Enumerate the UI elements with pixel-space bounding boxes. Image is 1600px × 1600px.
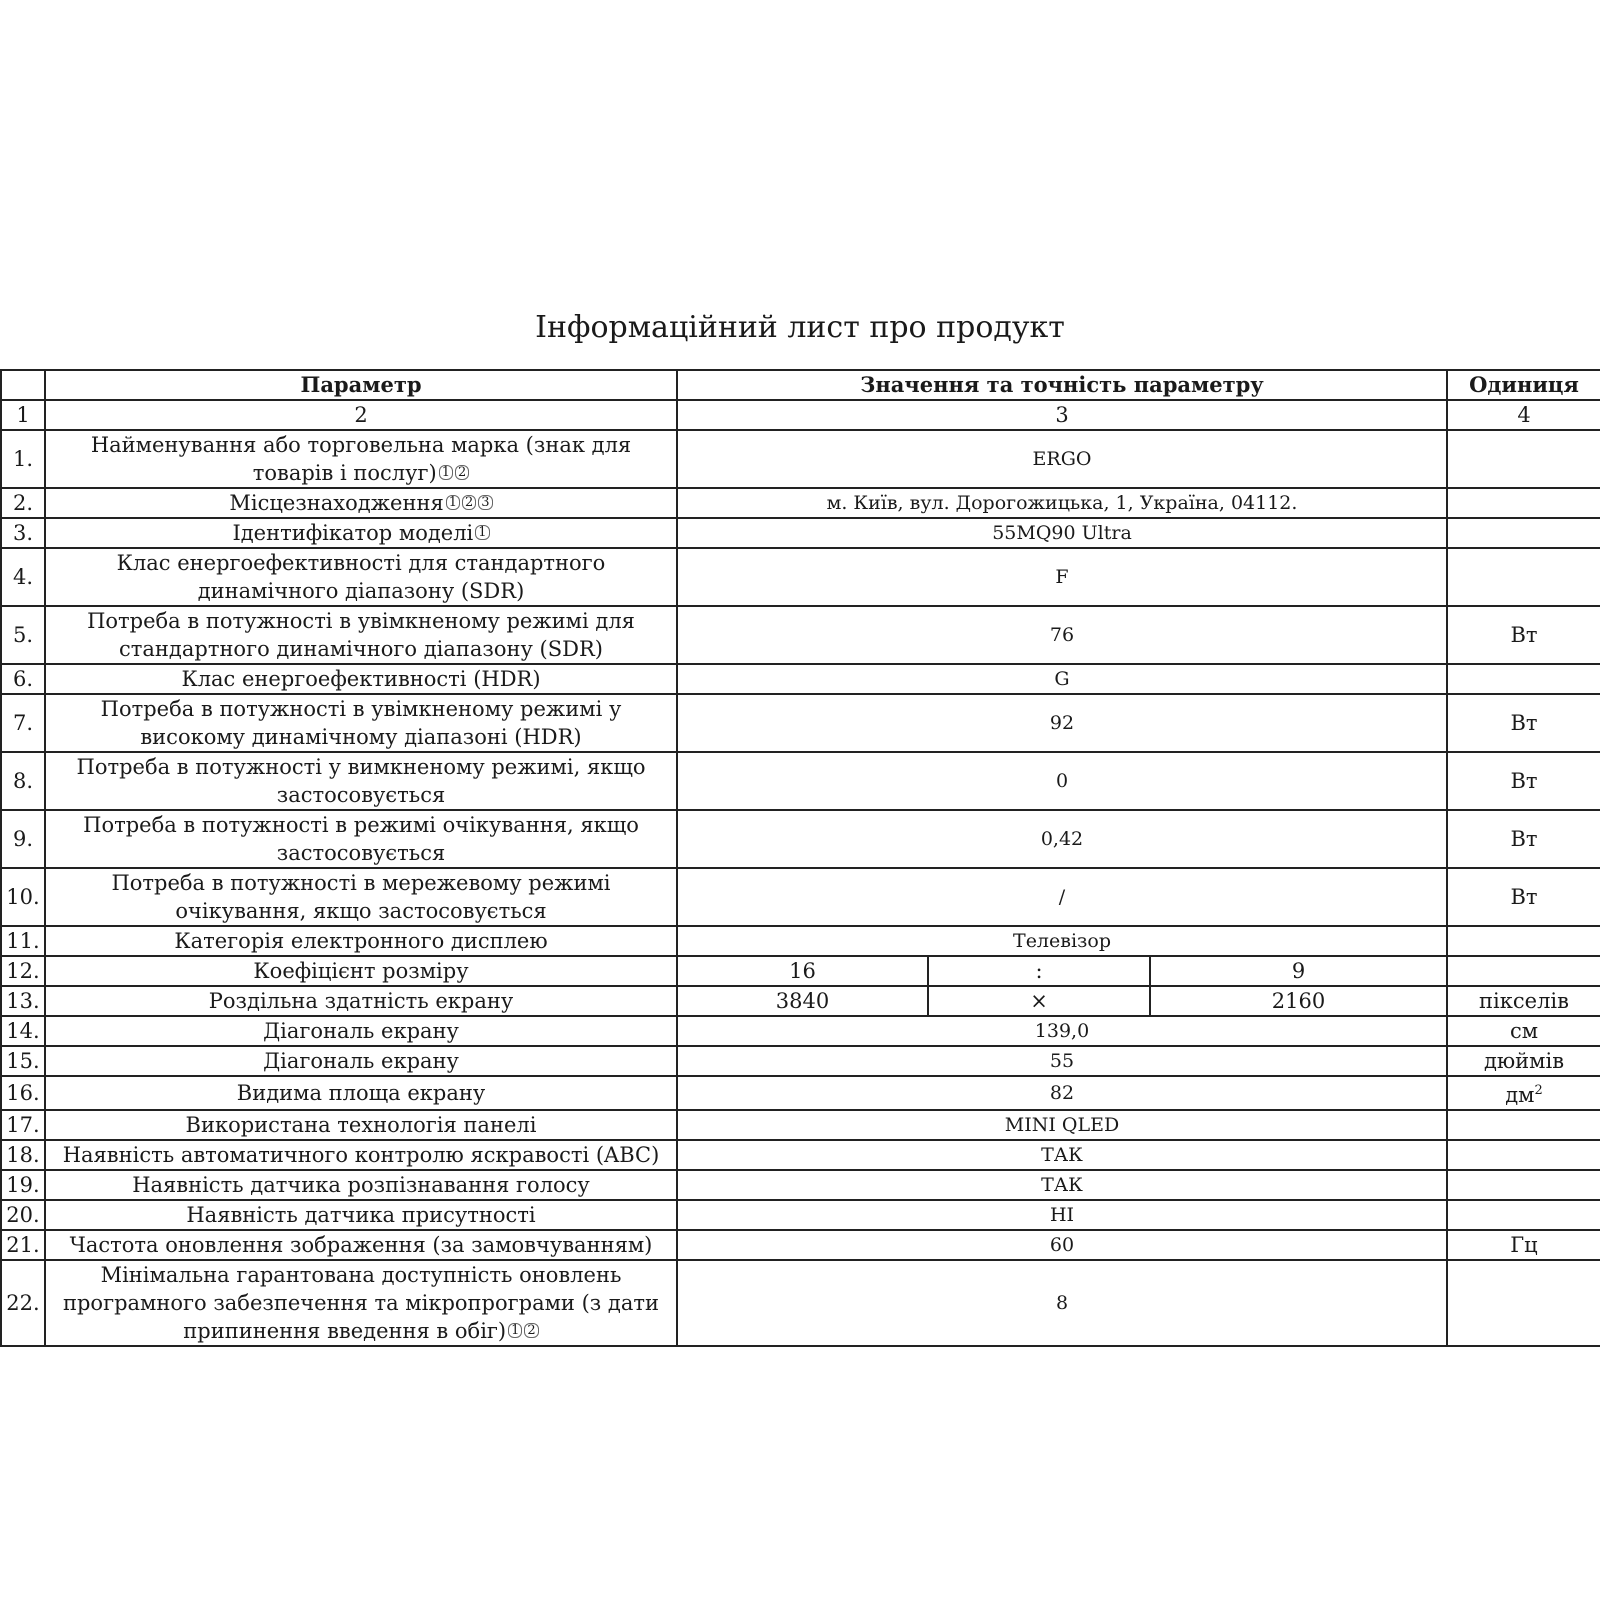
parameter-cell xyxy=(45,694,677,752)
table-header-row xyxy=(1,370,1600,400)
unit-text: дюймів xyxy=(1483,1049,1565,1073)
value-part: 16 xyxy=(677,956,928,986)
unit-cell xyxy=(1447,664,1600,694)
parameter-text: Потреба в потужності у вимкненому режимі, якщо застосовується xyxy=(76,755,646,807)
row-number: 17. xyxy=(1,1110,45,1140)
table-row xyxy=(1,1170,1600,1200)
unit-cell xyxy=(1447,518,1600,548)
parameter-text: Наявність автоматичного контролю яскравості (ABC) xyxy=(62,1143,660,1167)
column-number: 4 xyxy=(1447,400,1600,430)
parameter-cell xyxy=(45,1076,677,1110)
row-number: 15. xyxy=(1,1046,45,1076)
document-title: Інформаційний лист про продукт xyxy=(535,310,1065,345)
footnote-marker: 1 xyxy=(508,1323,522,1338)
value-cell: 8 xyxy=(677,1260,1447,1346)
table-row xyxy=(1,548,1600,606)
parameter-text: Коефіцієнт розміру xyxy=(253,959,469,983)
column-number-row xyxy=(1,400,1600,430)
product-info-table xyxy=(0,369,1600,1347)
parameter-cell xyxy=(45,1110,677,1140)
parameter-cell xyxy=(45,1200,677,1230)
parameter-text: Категорія електронного дисплею xyxy=(174,929,548,953)
parameter-cell xyxy=(45,548,677,606)
value-cell: 0,42 xyxy=(677,810,1447,868)
value-part: 3840 xyxy=(677,986,928,1016)
header-unit: Одиниця xyxy=(1447,370,1600,400)
unit-cell xyxy=(1447,1140,1600,1170)
parameter-cell xyxy=(45,606,677,664)
parameter-text: Ідентифікатор моделі xyxy=(232,521,474,545)
unit-text: Вт xyxy=(1510,827,1538,851)
unit-text: пікселів xyxy=(1479,989,1569,1013)
unit-cell xyxy=(1447,986,1600,1016)
parameter-cell xyxy=(45,1046,677,1076)
column-number: 1 xyxy=(1,400,45,430)
parameter-cell xyxy=(45,518,677,548)
value-cell: Телевізор xyxy=(677,926,1447,956)
parameter-text: Видима площа екрану xyxy=(236,1081,486,1105)
header-number xyxy=(1,370,45,400)
parameter-cell xyxy=(45,1260,677,1346)
value-part: 2160 xyxy=(1150,986,1447,1016)
unit-cell xyxy=(1447,606,1600,664)
footnote-marker: 1 xyxy=(446,495,460,510)
table-row xyxy=(1,1046,1600,1076)
unit-cell xyxy=(1447,1260,1600,1346)
value-cell: ТАК xyxy=(677,1140,1447,1170)
parameter-text: Використана технологія панелі xyxy=(185,1113,537,1137)
unit-cell xyxy=(1447,1200,1600,1230)
parameter-text: Роздільна здатність екрану xyxy=(208,989,514,1013)
table-row xyxy=(1,1110,1600,1140)
row-number: 21. xyxy=(1,1230,45,1260)
row-number: 19. xyxy=(1,1170,45,1200)
parameter-text: Наявність датчика присутності xyxy=(186,1203,536,1227)
parameter-text: Діагональ екрану xyxy=(263,1019,459,1043)
value-cell: 76 xyxy=(677,606,1447,664)
value-cell: / xyxy=(677,868,1447,926)
table-row xyxy=(1,956,1600,986)
value-cell: 139,0 xyxy=(677,1016,1447,1046)
row-number: 2. xyxy=(1,488,45,518)
value-cell: НІ xyxy=(677,1200,1447,1230)
unit-text: дм xyxy=(1505,1083,1535,1107)
unit-text: Вт xyxy=(1510,623,1538,647)
parameter-text: Діагональ екрану xyxy=(263,1049,459,1073)
row-number: 4. xyxy=(1,548,45,606)
value-cell: 60 xyxy=(677,1230,1447,1260)
unit-cell xyxy=(1447,810,1600,868)
parameter-text: Клас енергоефективності для стандартного динамічного діапазону (SDR) xyxy=(116,551,606,603)
parameter-cell xyxy=(45,810,677,868)
parameter-cell xyxy=(45,956,677,986)
table-row xyxy=(1,1230,1600,1260)
footnote-marker: 2 xyxy=(455,465,469,480)
table-row xyxy=(1,986,1600,1016)
parameter-cell xyxy=(45,664,677,694)
unit-superscript: 2 xyxy=(1534,1083,1543,1098)
parameter-text: Клас енергоефективності (HDR) xyxy=(181,667,541,691)
unit-cell xyxy=(1447,694,1600,752)
row-number: 6. xyxy=(1,664,45,694)
table-row xyxy=(1,1016,1600,1046)
value-cell: 0 xyxy=(677,752,1447,810)
row-number: 16. xyxy=(1,1076,45,1110)
unit-text: см xyxy=(1509,1019,1539,1043)
unit-cell xyxy=(1447,1170,1600,1200)
row-number: 10. xyxy=(1,868,45,926)
row-number: 14. xyxy=(1,1016,45,1046)
parameter-cell xyxy=(45,1016,677,1046)
unit-text: Вт xyxy=(1510,711,1538,735)
value-separator: : xyxy=(928,956,1150,986)
table-row xyxy=(1,488,1600,518)
parameter-text: Місцезнаходження xyxy=(229,491,444,515)
unit-cell xyxy=(1447,1016,1600,1046)
parameter-cell xyxy=(45,430,677,488)
parameter-text: Мінімальна гарантована доступність оновлень програмного забезпечення та мікропрограми (з дати припинення введення в обіг) xyxy=(62,1263,659,1343)
parameter-text: Потреба в потужності в увімкненому режимі для стандартного динамічного діапазону (SDR) xyxy=(87,609,635,661)
table-row xyxy=(1,430,1600,488)
row-number: 12. xyxy=(1,956,45,986)
unit-cell xyxy=(1447,1230,1600,1260)
table-row xyxy=(1,664,1600,694)
value-cell: MINI QLED xyxy=(677,1110,1447,1140)
footnote-marker: 1 xyxy=(439,465,453,480)
table-row xyxy=(1,606,1600,664)
unit-cell xyxy=(1447,430,1600,488)
table-row xyxy=(1,1140,1600,1170)
parameter-text: Найменування або торговельна марка (знак для товарів і послуг) xyxy=(90,433,632,485)
parameter-cell xyxy=(45,752,677,810)
unit-text: Вт xyxy=(1510,885,1538,909)
value-cell: ТАК xyxy=(677,1170,1447,1200)
row-number: 7. xyxy=(1,694,45,752)
table-row xyxy=(1,518,1600,548)
value-part: 9 xyxy=(1150,956,1447,986)
value-cell: 82 xyxy=(677,1076,1447,1110)
column-number: 2 xyxy=(45,400,677,430)
table-row xyxy=(1,694,1600,752)
unit-text: Гц xyxy=(1510,1233,1538,1257)
parameter-text: Наявність датчика розпізнавання голосу xyxy=(132,1173,590,1197)
footnote-marker: 2 xyxy=(462,495,476,510)
unit-cell xyxy=(1447,956,1600,986)
parameter-cell xyxy=(45,1230,677,1260)
row-number: 9. xyxy=(1,810,45,868)
parameter-cell xyxy=(45,986,677,1016)
parameter-cell xyxy=(45,868,677,926)
unit-cell xyxy=(1447,1046,1600,1076)
parameter-text: Частота оновлення зображення (за замовчуванням) xyxy=(69,1233,653,1257)
footnote-marker: 2 xyxy=(524,1323,538,1338)
unit-cell xyxy=(1447,926,1600,956)
table-row xyxy=(1,810,1600,868)
table-body xyxy=(1,400,1600,1346)
parameter-text: Потреба в потужності в режимі очікування, якщо застосовується xyxy=(83,813,639,865)
table-row xyxy=(1,1200,1600,1230)
row-number: 3. xyxy=(1,518,45,548)
row-number: 18. xyxy=(1,1140,45,1170)
unit-cell xyxy=(1447,1110,1600,1140)
footnote-marker: 3 xyxy=(478,495,492,510)
table-row xyxy=(1,868,1600,926)
value-cell: м. Київ, вул. Дорогожицька, 1, Україна, 04112. xyxy=(677,488,1447,518)
footnote-marker: 1 xyxy=(475,525,489,540)
unit-text: Вт xyxy=(1510,769,1538,793)
value-cell: 92 xyxy=(677,694,1447,752)
parameter-cell xyxy=(45,1140,677,1170)
table-row xyxy=(1,926,1600,956)
row-number: 22. xyxy=(1,1260,45,1346)
parameter-text: Потреба в потужності в увімкненому режимі у високому динамічному діапазоні (HDR) xyxy=(100,697,622,749)
parameter-text: Потреба в потужності в мережевому режимі очікування, якщо застосовується xyxy=(111,871,611,923)
table-row xyxy=(1,1076,1600,1110)
parameter-cell xyxy=(45,1170,677,1200)
value-cell: G xyxy=(677,664,1447,694)
unit-cell xyxy=(1447,752,1600,810)
parameter-cell xyxy=(45,488,677,518)
column-number: 3 xyxy=(677,400,1447,430)
unit-cell xyxy=(1447,868,1600,926)
unit-cell xyxy=(1447,1076,1600,1110)
header-parameter: Параметр xyxy=(45,370,677,400)
unit-cell xyxy=(1447,548,1600,606)
row-number: 20. xyxy=(1,1200,45,1230)
parameter-cell xyxy=(45,926,677,956)
row-number: 8. xyxy=(1,752,45,810)
row-number: 13. xyxy=(1,986,45,1016)
row-number: 5. xyxy=(1,606,45,664)
header-value: Значення та точність параметру xyxy=(677,370,1447,400)
table-row xyxy=(1,752,1600,810)
value-cell: F xyxy=(677,548,1447,606)
table-row xyxy=(1,1260,1600,1346)
value-separator: × xyxy=(928,986,1150,1016)
row-number: 1. xyxy=(1,430,45,488)
row-number: 11. xyxy=(1,926,45,956)
value-cell: 55 xyxy=(677,1046,1447,1076)
unit-cell xyxy=(1447,488,1600,518)
value-cell: ERGO xyxy=(677,430,1447,488)
value-cell: 55MQ90 Ultra xyxy=(677,518,1447,548)
